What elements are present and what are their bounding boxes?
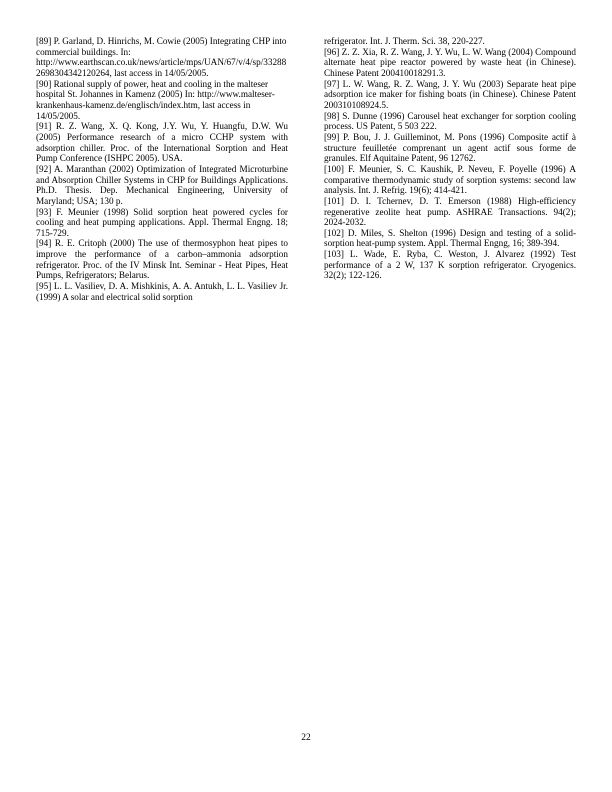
reference-entry: [89] P. Garland, D. Hinrichs, M. Cowie (2005) Integrating CHP into commercial buildings. In: http://www.earthscan.co.uk/news/article/mps/UAN/67/v/4/sp/332882698304342120264, last access in 14/05/2005. [36,36,287,78]
reference-entry: [98] S. Dunne (1996) Carousel heat exchanger for sorption cooling process. US Patent, 5 503 222. [324,110,576,132]
reference-entry: [96] Z. Z. Xia, R. Z. Wang, J. Y. Wu, L. W. Wang (2004) Compound alternate heat pipe reactor powered by waste heat (in Chinese). Chinese Patent 200410018291.3. [324,46,576,78]
reference-entry: [90] Rational supply of power, heat and cooling in the malteser hospital St. Johannes in Kamenz (2005) In: http://www.malteser-krankenhaus-kamenz.de/englisch/index.htm, last access in 14/05/2005. [36,78,275,121]
reference-entry: refrigerator. Int. J. Therm. Sci. 38, 220-227. [324,36,485,46]
reference-entry: [92] A. Maranthan (2002) Optimization of Integrated Microturbine and Absorption Chiller Systems in CHP for Buildings Applications. Ph.D. Thesis. Dep. Mechanical Engineering, University of Maryland; USA; 130 p. [36,163,288,206]
reference-entry: [97] L. W. Wang, R. Z. Wang, J. Y. Wu (2003) Separate heat pipe adsorption ice maker for fishing boats (in Chinese). Chinese Patent 200310108924.5. [324,78,576,110]
references-column-right [324,36,576,281]
reference-entry: [93] F. Meunier (1998) Solid sorption heat powered cycles for cooling and heat pumping applications. Appl. Thermal Engng. 18; 715-729. [36,206,288,238]
reference-entry: [91] R. Z. Wang, X. Q. Kong, J.Y. Wu, Y. Huangfu, D.W. Wu (2005) Performance research of a micro CCHP system with adsorption chiller. Proc. of the International Sorption and Heat Pump Conference (ISHPC 2005). USA. [36,121,288,164]
reference-entry: [103] L. Wade, E. Ryba, C. Weston, J. Alvarez (1992) Test performance of a 2 W, 137 K sorption refrigerator. Cryogenics. 32(2); 122-126. [324,249,576,281]
reference-entry: [95] L. L. Vasiliev, D. A. Mishkinis, A. A. Antukh, L. L. Vasiliev Jr. (1999) A solar and electrical solid sorption [36,281,288,302]
reference-entry: [101] D. I. Tchernev, D. T. Emerson (1988) High-efficiency regenerative zeolite heat pump. ASHRAE Transactions. 94(2); 2024-2032. [324,195,576,228]
page-number: 22 [301,733,311,743]
reference-entry: [94] R. E. Critoph (2000) The use of thermosyphon heat pipes to improve the performance of a carbon–ammonia adsorption refrigerator. Proc. of the IV Minsk Int. Seminar - Heat Pipes, Heat Pumps, Refrigerators; Belarus. [36,238,288,281]
reference-entry: [99] P. Bou, J. J. Guilleminot, M. Pons (1996) Composite actif à structure feuilletée comprenant un agent actif sous forme de granules. Elf Aquitaine Patent, 96 12762. [324,131,576,164]
references-column-left [36,36,288,302]
reference-entry: [100] F. Meunier, S. C. Kaushik, P. Neveu, F. Poyelle (1996) A comparative thermodynamic study of sorption systems: second law analysis. Int. J. Refrig. 19(6); 414-421. [324,163,576,196]
reference-entry: [102] D. Miles, S. Shelton (1996) Design and testing of a solid-sorption heat-pump system. Appl. Thermal Engng, 16; 389-394. [324,227,576,249]
